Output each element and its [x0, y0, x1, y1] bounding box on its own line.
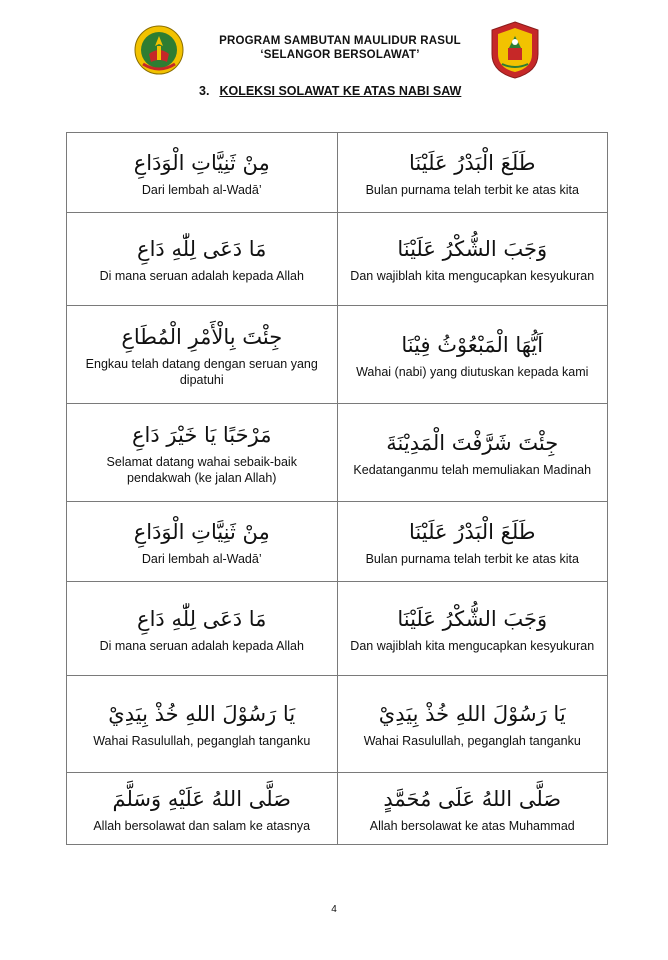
arabic-verse: مِنْ ثَنِيَّاتِ الْوَدَاعِ	[133, 150, 270, 175]
table-cell-right	[337, 133, 608, 213]
section-number: 3.	[199, 84, 210, 98]
arabic-verse: جِئْتَ بِالْأَمْرِ الْمُطَاعِ	[121, 324, 283, 349]
table-row	[67, 306, 608, 404]
program-title	[190, 34, 490, 62]
translation-text: Kedatanganmu telah memuliakan Madinah	[353, 462, 592, 477]
table-row	[67, 213, 608, 306]
selangor-state-crest-icon	[133, 24, 185, 76]
page-number: 4	[331, 904, 337, 915]
table-row	[67, 773, 608, 845]
translation-text: Wahai Rasulullah, peganglah tanganku	[93, 734, 311, 748]
arabic-verse: مَا دَعَى لِلّٰهِ دَاعِ	[137, 606, 267, 631]
table-cell-left	[67, 582, 338, 676]
table-cell-left	[67, 133, 338, 213]
arabic-verse: مِنْ ثَنِيَّاتِ الْوَدَاعِ	[133, 519, 270, 544]
table-cell-left	[67, 306, 338, 404]
table-cell-right	[337, 213, 608, 306]
arabic-verse: طَلَعَ الْبَدْرُ عَلَيْنَا	[409, 150, 536, 175]
table-cell-right	[337, 773, 608, 845]
arabic-verse: اَيُّهَا الْمَبْعُوْثُ فِيْنَا	[401, 332, 544, 357]
translation-text: Bulan purnama telah terbit ke atas kita	[365, 182, 579, 197]
solawat-table	[66, 132, 608, 845]
table-cell-left	[67, 213, 338, 306]
table-cell-left	[67, 676, 338, 773]
translation-text: Bulan purnama telah terbit ke atas kita	[365, 551, 579, 566]
translation-text: Allah bersolawat dan salam ke atasnya	[93, 818, 311, 833]
table-cell-left	[67, 502, 338, 582]
program-title-line-2: ‘SELANGOR BERSOLAWAT’	[260, 49, 420, 61]
translation-text: Di mana seruan adalah kepada Allah	[99, 638, 304, 653]
translation-text: Dan wajiblah kita mengucapkan kesyukuran	[350, 269, 595, 283]
organization-emblem-icon	[488, 20, 542, 80]
arabic-verse: جِئْتَ شَرَّفْتَ الْمَدِيْنَةَ	[386, 430, 559, 455]
translation-text: Wahai Rasulullah, peganglah tanganku	[363, 734, 581, 748]
arabic-verse: طَلَعَ الْبَدْرُ عَلَيْنَا	[409, 519, 536, 544]
arabic-verse: وَجَبَ الشُّكْرُ عَلَيْنَا	[397, 606, 548, 631]
arabic-verse: يَا رَسُوْلَ اللهِ خُذْ بِيَدِيْ	[108, 702, 296, 726]
translation-text: Engkau telah datang dengan seruan yang dipatuhi	[85, 356, 318, 387]
table-row	[67, 133, 608, 213]
translation-text: Selamat datang wahai sebaik-baik pendakwah (ke jalan Allah)	[106, 454, 297, 485]
translation-text: Dan wajiblah kita mengucapkan kesyukuran	[350, 638, 595, 653]
table-row	[67, 676, 608, 773]
arabic-verse: وَجَبَ الشُّكْرُ عَلَيْنَا	[397, 237, 548, 261]
table-cell-right	[337, 306, 608, 404]
table-row	[67, 582, 608, 676]
program-title-line-1: PROGRAM SAMBUTAN MAULIDUR RASUL	[219, 35, 461, 47]
translation-text: Allah bersolawat ke atas Muhammad	[369, 818, 575, 833]
translation-text: Dari lembah al-Wadā’	[141, 551, 262, 566]
table-row	[67, 404, 608, 502]
translation-text: Di mana seruan adalah kepada Allah	[99, 269, 304, 283]
table-cell-right	[337, 582, 608, 676]
arabic-verse: مَرْحَبًا يَا خَيْرَ دَاعِ	[132, 422, 272, 447]
section-title: KOLEKSI SOLAWAT KE ATAS NABI SAW	[219, 84, 462, 98]
table-cell-right	[337, 404, 608, 502]
table-cell-left	[67, 773, 338, 845]
arabic-verse: يَا رَسُوْلَ اللهِ خُذْ بِيَدِيْ	[378, 702, 566, 726]
section-heading	[199, 84, 461, 98]
table-row	[67, 502, 608, 582]
arabic-verse: صَلَّى اللهُ عَلَيْهِ وَسَلَّمَ	[112, 786, 291, 811]
translation-text: Dari lembah al-Wadā’	[141, 182, 262, 197]
arabic-verse: صَلَّى اللهُ عَلَى مُحَمَّدٍ	[383, 786, 562, 811]
table-cell-right	[337, 676, 608, 773]
table-cell-left	[67, 404, 338, 502]
table-cell-right	[337, 502, 608, 582]
translation-text: Wahai (nabi) yang diutuskan kepada kami	[356, 364, 589, 379]
arabic-verse: مَا دَعَى لِلّٰهِ دَاعِ	[137, 237, 267, 261]
